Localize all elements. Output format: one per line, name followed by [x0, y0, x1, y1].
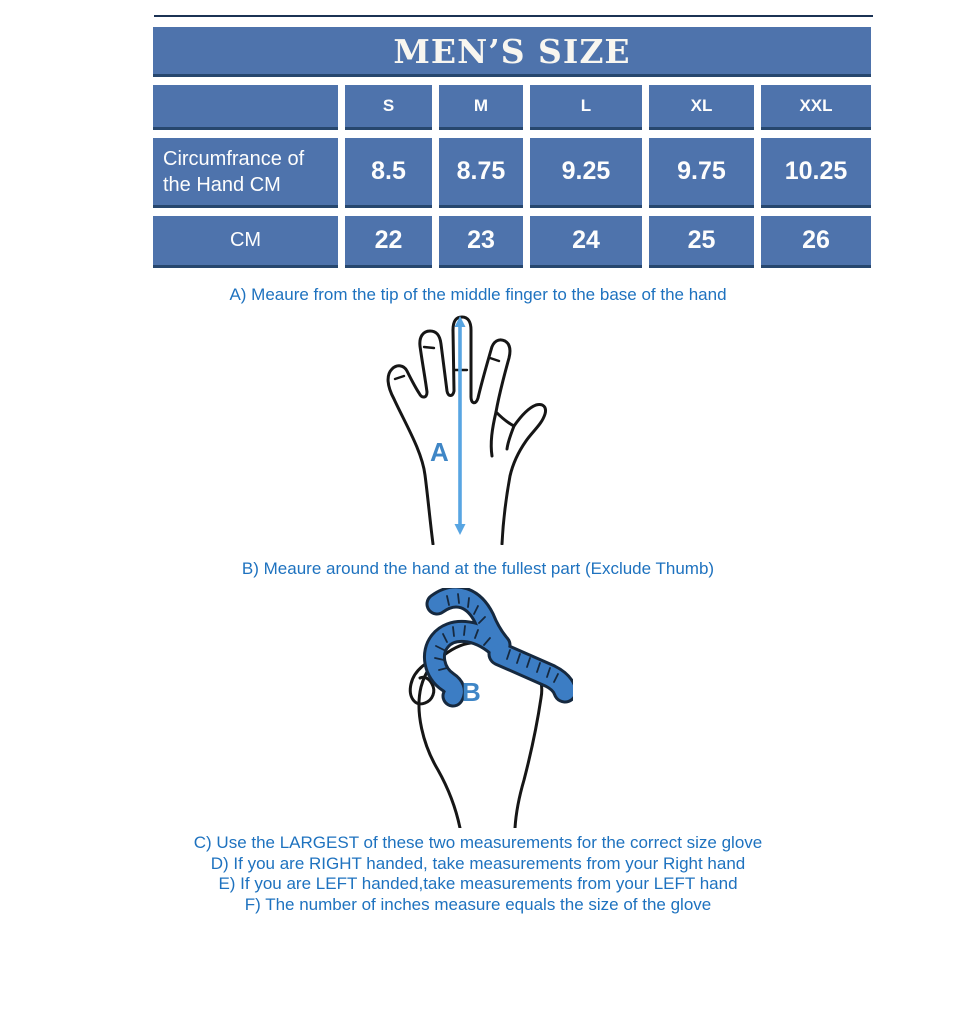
header-cell-l: L [530, 85, 642, 130]
instruction-c: C) Use the LARGEST of these two measurements for the correct size glove [193, 833, 763, 852]
table-cell: 26 [761, 216, 871, 268]
row-label-cm: CM [153, 216, 338, 268]
instruction-d: D) If you are RIGHT handed, take measurements from your Right hand [210, 853, 746, 873]
instruction-b: B) Meaure around the hand at the fullest part (Exclude Thumb) [241, 559, 715, 578]
size-header-row [153, 85, 871, 130]
table-cell: 25 [649, 216, 754, 268]
mens-size-table [153, 27, 871, 276]
header-cell-xxl: XXL [761, 85, 871, 130]
header-cell-blank [153, 85, 338, 130]
header-cell-xl: XL [649, 85, 754, 130]
table-top-rule [154, 15, 873, 17]
fist-figure [398, 588, 573, 828]
instruction-f: F) The number of inches measure equals the size of the glove [244, 894, 712, 914]
table-cell: 22 [345, 216, 432, 268]
hand-outline [388, 317, 545, 544]
figure-b-label: B [462, 677, 481, 707]
table-cell: 9.75 [649, 138, 754, 208]
table-cell: 8.75 [439, 138, 523, 208]
instruction-e: E) If you are LEFT handed,take measurements from your LEFT hand [218, 874, 738, 893]
figure-a-label: A [430, 437, 449, 467]
header-cell-m: M [439, 85, 523, 130]
header-cell-s: S [345, 85, 432, 130]
open-hand-figure [380, 313, 555, 545]
table-title: MEN’S SIZE [153, 27, 871, 77]
instruction-a: A) Meaure from the tip of the middle finger to the base of the hand [229, 285, 727, 304]
circumference-row [153, 138, 871, 208]
instruction-list [0, 833, 956, 915]
table-cell: 10.25 [761, 138, 871, 208]
table-cell: 8.5 [345, 138, 432, 208]
table-cell: 9.25 [530, 138, 642, 208]
cm-row [153, 216, 871, 268]
table-cell: 23 [439, 216, 523, 268]
row-label-circumference: Circumfrance of the Hand CM [153, 138, 338, 208]
table-cell: 24 [530, 216, 642, 268]
